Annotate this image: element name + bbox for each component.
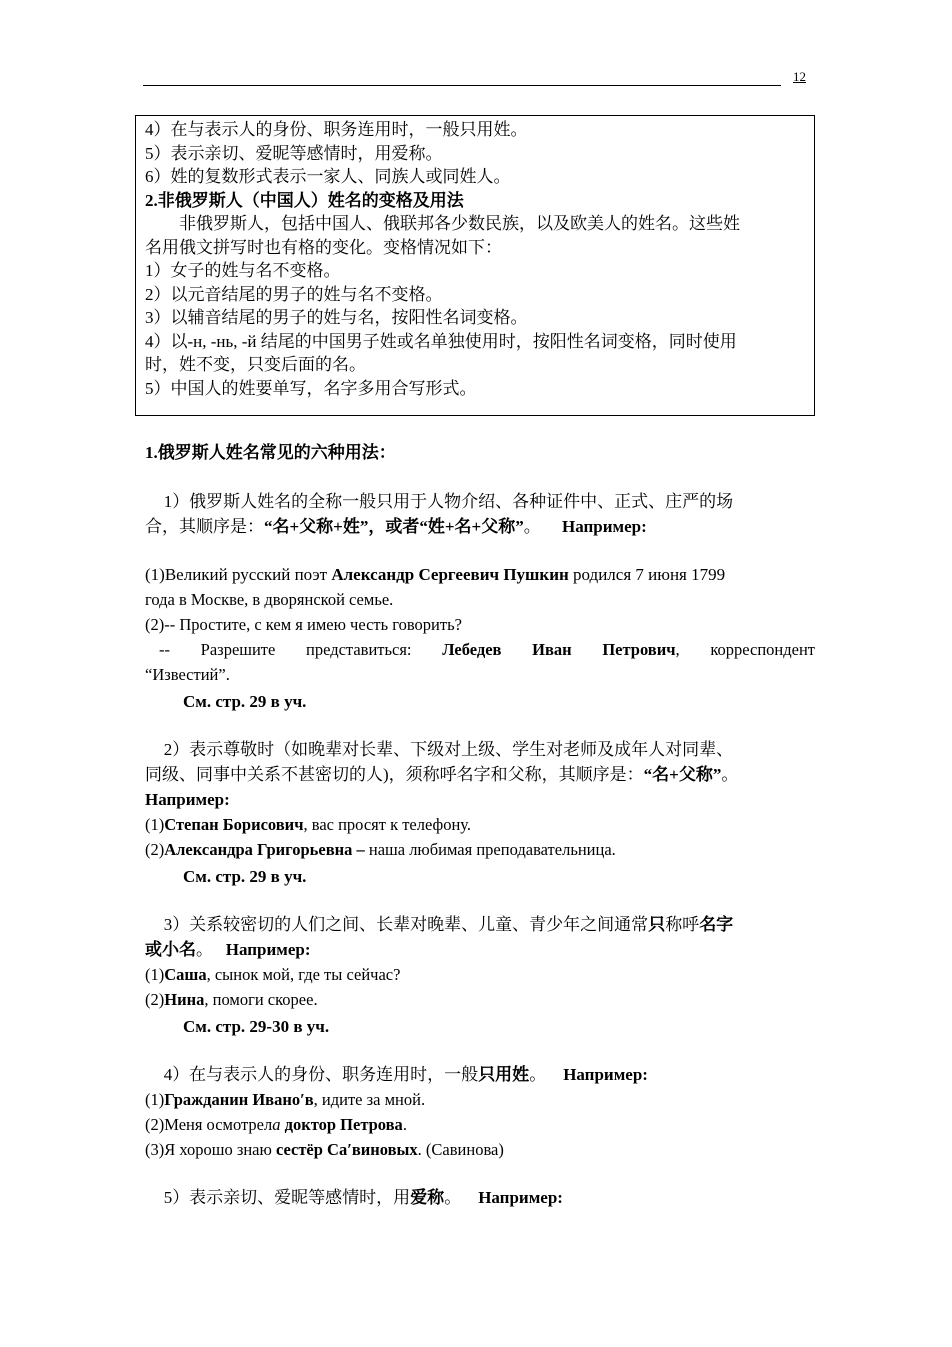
- example-text: .: [402, 1115, 407, 1134]
- example-text: , сынок мой, где ты сейчас?: [206, 965, 401, 984]
- s1-textbook-ref: См. стр. 29 в уч.: [183, 692, 307, 711]
- s4-example-2: [145, 1112, 815, 1137]
- s3-emphasis: 只: [648, 915, 666, 934]
- example-text: (1): [145, 1090, 165, 1109]
- example-label: Например:: [563, 1065, 648, 1084]
- page-number: 12: [793, 69, 806, 84]
- main-content: [145, 440, 815, 1210]
- example-text: , корреспондент: [675, 640, 815, 659]
- example-name: Александр Сергеевич Пушкин: [331, 565, 569, 584]
- s2-example-2: [145, 837, 815, 862]
- s4-emphasis: 只用姓: [478, 1065, 530, 1084]
- s3-line-1: [145, 912, 815, 937]
- box-rule-4-line-1: 4）以-н, -нь, -й 结尾的中国男子姓或名单独使用时，按阳性名词变格，同时使用: [145, 331, 737, 351]
- example-text: (1): [145, 965, 165, 984]
- example-text: , идите за мной.: [313, 1090, 426, 1109]
- s2-line-2-text: 同级、同事中关系不甚密切的人)，须称呼名字和父称，其顺序是：: [145, 765, 644, 784]
- s5-emphasis: 爱称: [410, 1188, 445, 1207]
- s2-line-2: [145, 762, 815, 787]
- s2-textbook-ref: См. стр. 29 в уч.: [183, 867, 307, 886]
- example-name: Лебедев Иван Петрович: [442, 640, 676, 659]
- s2-example-1: [145, 812, 815, 837]
- box-intro-line-2: 名用俄文拼写时也有格的变化。变格情况如下：: [145, 237, 502, 257]
- s4-example-3: [145, 1137, 815, 1162]
- example-label: Например:: [562, 517, 647, 536]
- s2-line-1: 2）表示尊敬时（如晚辈对长辈、下级对上级、学生对老师及成年人对同辈、: [163, 740, 734, 759]
- example-name: доктор Петрова: [284, 1115, 403, 1134]
- s3-text: 3）关系较密切的人们之间、长辈对晚辈、儿童、青少年之间通常: [163, 915, 649, 934]
- box-line: 4）在与表示人的身份、职务连用时，一般只用姓。: [145, 120, 528, 139]
- example-text: наша любимая преподавательница.: [364, 840, 616, 859]
- example-text: родился 7 июня 1799: [568, 565, 726, 584]
- s1-line-2-text: 合，其顺序是：: [145, 517, 264, 536]
- box-intro-line-1: 非俄罗斯人，包括中国人、俄联邦各少数民族，以及欧美人的姓名。这些姓: [179, 214, 740, 233]
- s1-example-1-cont: года в Москве, в дворянской семье.: [145, 590, 394, 609]
- s3-text: 称呼: [665, 915, 700, 934]
- s5-text: 5）表示亲切、爱昵等感情时，用: [163, 1188, 411, 1207]
- example-text: -- Разрешите представиться:: [159, 640, 443, 659]
- box-heading: 2.非俄罗斯人（中国人）姓名的变格及用法: [145, 190, 464, 210]
- box-line: 5）表示亲切、爱昵等感情时，用爱称。: [145, 143, 443, 163]
- s3-example-2: [145, 987, 815, 1012]
- s1-line-1: 1）俄罗斯人姓名的全称一般只用于人物介绍、各种证件中、正式、庄严的场: [163, 492, 734, 511]
- s1-example-1: [145, 562, 815, 587]
- s4-text: 。: [529, 1065, 547, 1084]
- example-name: Гражданин Ивано′в: [164, 1090, 314, 1109]
- s3-emphasis: 或小名: [145, 940, 196, 959]
- example-text: (3)Я хорошо знаю: [145, 1140, 276, 1159]
- s3-example-1: [145, 962, 815, 987]
- box-rule-5: 5）中国人的姓要单写，名字多用合写形式。: [145, 378, 477, 398]
- box-rule: 2）以元音结尾的男子的姓与名不变格。: [145, 284, 443, 304]
- s1-line-2-end: 。: [523, 517, 541, 536]
- example-name: Александра Григорьевна –: [164, 840, 365, 859]
- example-ending: а: [272, 1115, 281, 1134]
- box-rule: 1）女子的姓与名不变格。: [145, 261, 341, 280]
- s3-line-2: [145, 937, 815, 962]
- s2-line-2-end: 。: [721, 765, 739, 784]
- example-text: , помоги скорее.: [204, 990, 318, 1009]
- example-text: (2): [145, 990, 165, 1009]
- summary-box: [135, 115, 815, 416]
- example-text: (2)Меня осмотрел: [145, 1115, 273, 1134]
- s5-line-1: [145, 1185, 815, 1210]
- s1-example-2-reply: [145, 637, 815, 662]
- example-text: (2): [145, 840, 165, 859]
- s5-text: 。: [444, 1188, 462, 1207]
- s3-emphasis: 名字: [699, 915, 734, 934]
- example-text: . (Савинова): [417, 1140, 504, 1159]
- example-label: Например:: [225, 940, 311, 959]
- example-label: Например:: [478, 1188, 563, 1207]
- example-name: Саша: [164, 965, 207, 984]
- s1-example-2-end: “Известий”.: [145, 665, 230, 684]
- box-rule-4-line-2: 时，姓不变，只变后面的名。: [145, 355, 366, 374]
- example-name: сестёр Са′виновых: [275, 1140, 418, 1159]
- section-title: 1.俄罗斯人姓名常见的六种用法：: [145, 443, 396, 462]
- box-rule: 3）以辅音结尾的男子的姓与名，按阳性名词变格。: [145, 308, 528, 327]
- example-text: , вас просят к телефону.: [303, 815, 472, 834]
- example-label: Например:: [145, 790, 230, 809]
- s3-textbook-ref: См. стр. 29-30 в уч.: [183, 1017, 330, 1036]
- header-rule: [143, 85, 781, 86]
- s1-order-formula: “名+父称+姓”，或者“姓+名+父称”: [264, 517, 524, 536]
- example-name: Нина: [164, 990, 205, 1009]
- s1-line-2: [145, 514, 815, 539]
- s4-example-1: [145, 1087, 815, 1112]
- s1-example-2: (2)-- Простите, с кем я имею честь говорить?: [145, 615, 462, 634]
- s3-text: 。: [196, 940, 213, 959]
- s4-line-1: [145, 1062, 815, 1087]
- box-line: 6）姓的复数形式表示一家人、同族人或同姓人。: [145, 167, 511, 186]
- s4-text: 4）在与表示人的身份、职务连用时，一般: [163, 1065, 479, 1084]
- s2-order-formula: “名+父称”: [643, 765, 722, 784]
- example-name: Степан Борисович: [164, 815, 304, 834]
- example-text: (1)Великий русский поэт: [145, 565, 332, 584]
- example-text: (1): [145, 815, 165, 834]
